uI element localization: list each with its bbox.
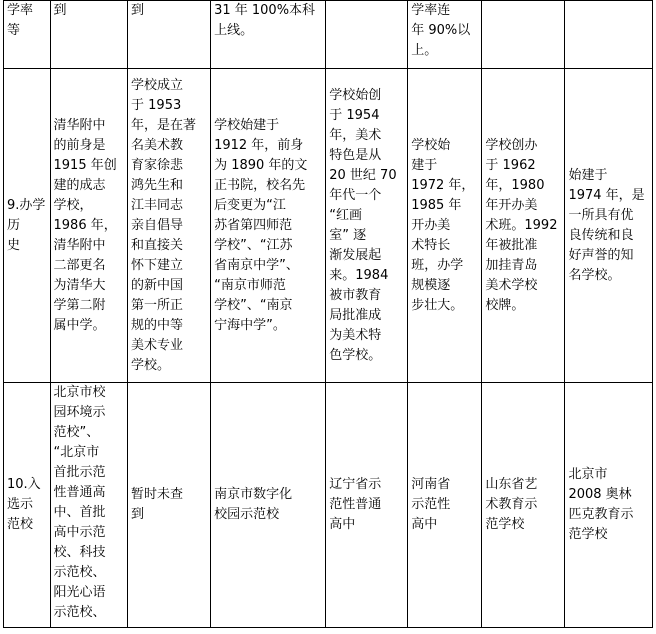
table-cell: 河南省 示范性 高中 — [408, 383, 482, 628]
table-row — [4, 69, 653, 383]
table-cell: 学校始创 于 1954 年，美术 特色是从 20 世纪 70 年代一个 “红画 室” 逐 渐发展起 来。1984 被市教育 局批准成 为美术特 色学校。 — [326, 69, 408, 383]
table-cell: 学率 等 — [4, 1, 51, 69]
table-cell: 始建于 1974 年，是 一所具有优 良传统和良 好声誉的知 名学校。 — [565, 69, 653, 383]
table-cell: 到 — [128, 1, 211, 69]
table-row — [4, 1, 653, 69]
table-cell: 暂时未查 到 — [128, 383, 211, 628]
table-cell — [565, 1, 653, 69]
table-cell: 31 年 100%本科 上线。 — [211, 1, 326, 69]
table-cell: 南京市数字化 校园示范校 — [211, 383, 326, 628]
table-cell: 学校始 建于 1972 年， 1985 年 开办美 术特长 班，办学 规模逐 步壮大。 — [408, 69, 482, 383]
table-cell — [482, 1, 565, 69]
table-cell: 到 — [50, 1, 128, 69]
table-cell: 辽宁省示 范性普通 高中 — [326, 383, 408, 628]
table-cell: 北京市校 园环境示 范校”、 “北京市 首批示范 性普通高 中、首批 高中示范 校、科技 示范校、 阳光心语 示范校、 — [50, 383, 128, 628]
table-cell: 北京市 2008 奥林 匹克教育示 范学校 — [565, 383, 653, 628]
table-cell: 清华附中 的前身是 1915 年创 建的成志 学校， 1986 年， 清华附中 二部更名 为清华大 学第二附 属中学。 — [50, 69, 128, 383]
table-cell: 学率连 年 90%以 上。 — [408, 1, 482, 69]
school-comparison-table — [3, 0, 653, 628]
table-cell: 学校成立 于 1953 年，是在著 名美术教 育家徐悲 鸿先生和 江丰同志 亲自倡导 和直接关 怀下建立 的新中国 第一所正 规的中等 美术专业 学校。 — [128, 69, 211, 383]
row-header-demo-school: 10.入 选示 范校 — [4, 383, 51, 628]
table-cell: 山东省艺 术教育示 范学校 — [482, 383, 565, 628]
table-cell: 学校创办 于 1962 年，1980 年开办美 术班。1992 年被批准 加挂青岛 美术学校 校牌。 — [482, 69, 565, 383]
table-cell — [326, 1, 408, 69]
table-row — [4, 383, 653, 628]
table-cell: 学校始建于 1912 年，前身 为 1890 年的文 正书院，校名先 后变更为“江 苏省第四师范 学校”、“江苏 省南京中学”、 “南京市师范 学校”、“南京 宁海中学”。 — [211, 69, 326, 383]
row-header-history: 9.办学历 史 — [4, 69, 51, 383]
